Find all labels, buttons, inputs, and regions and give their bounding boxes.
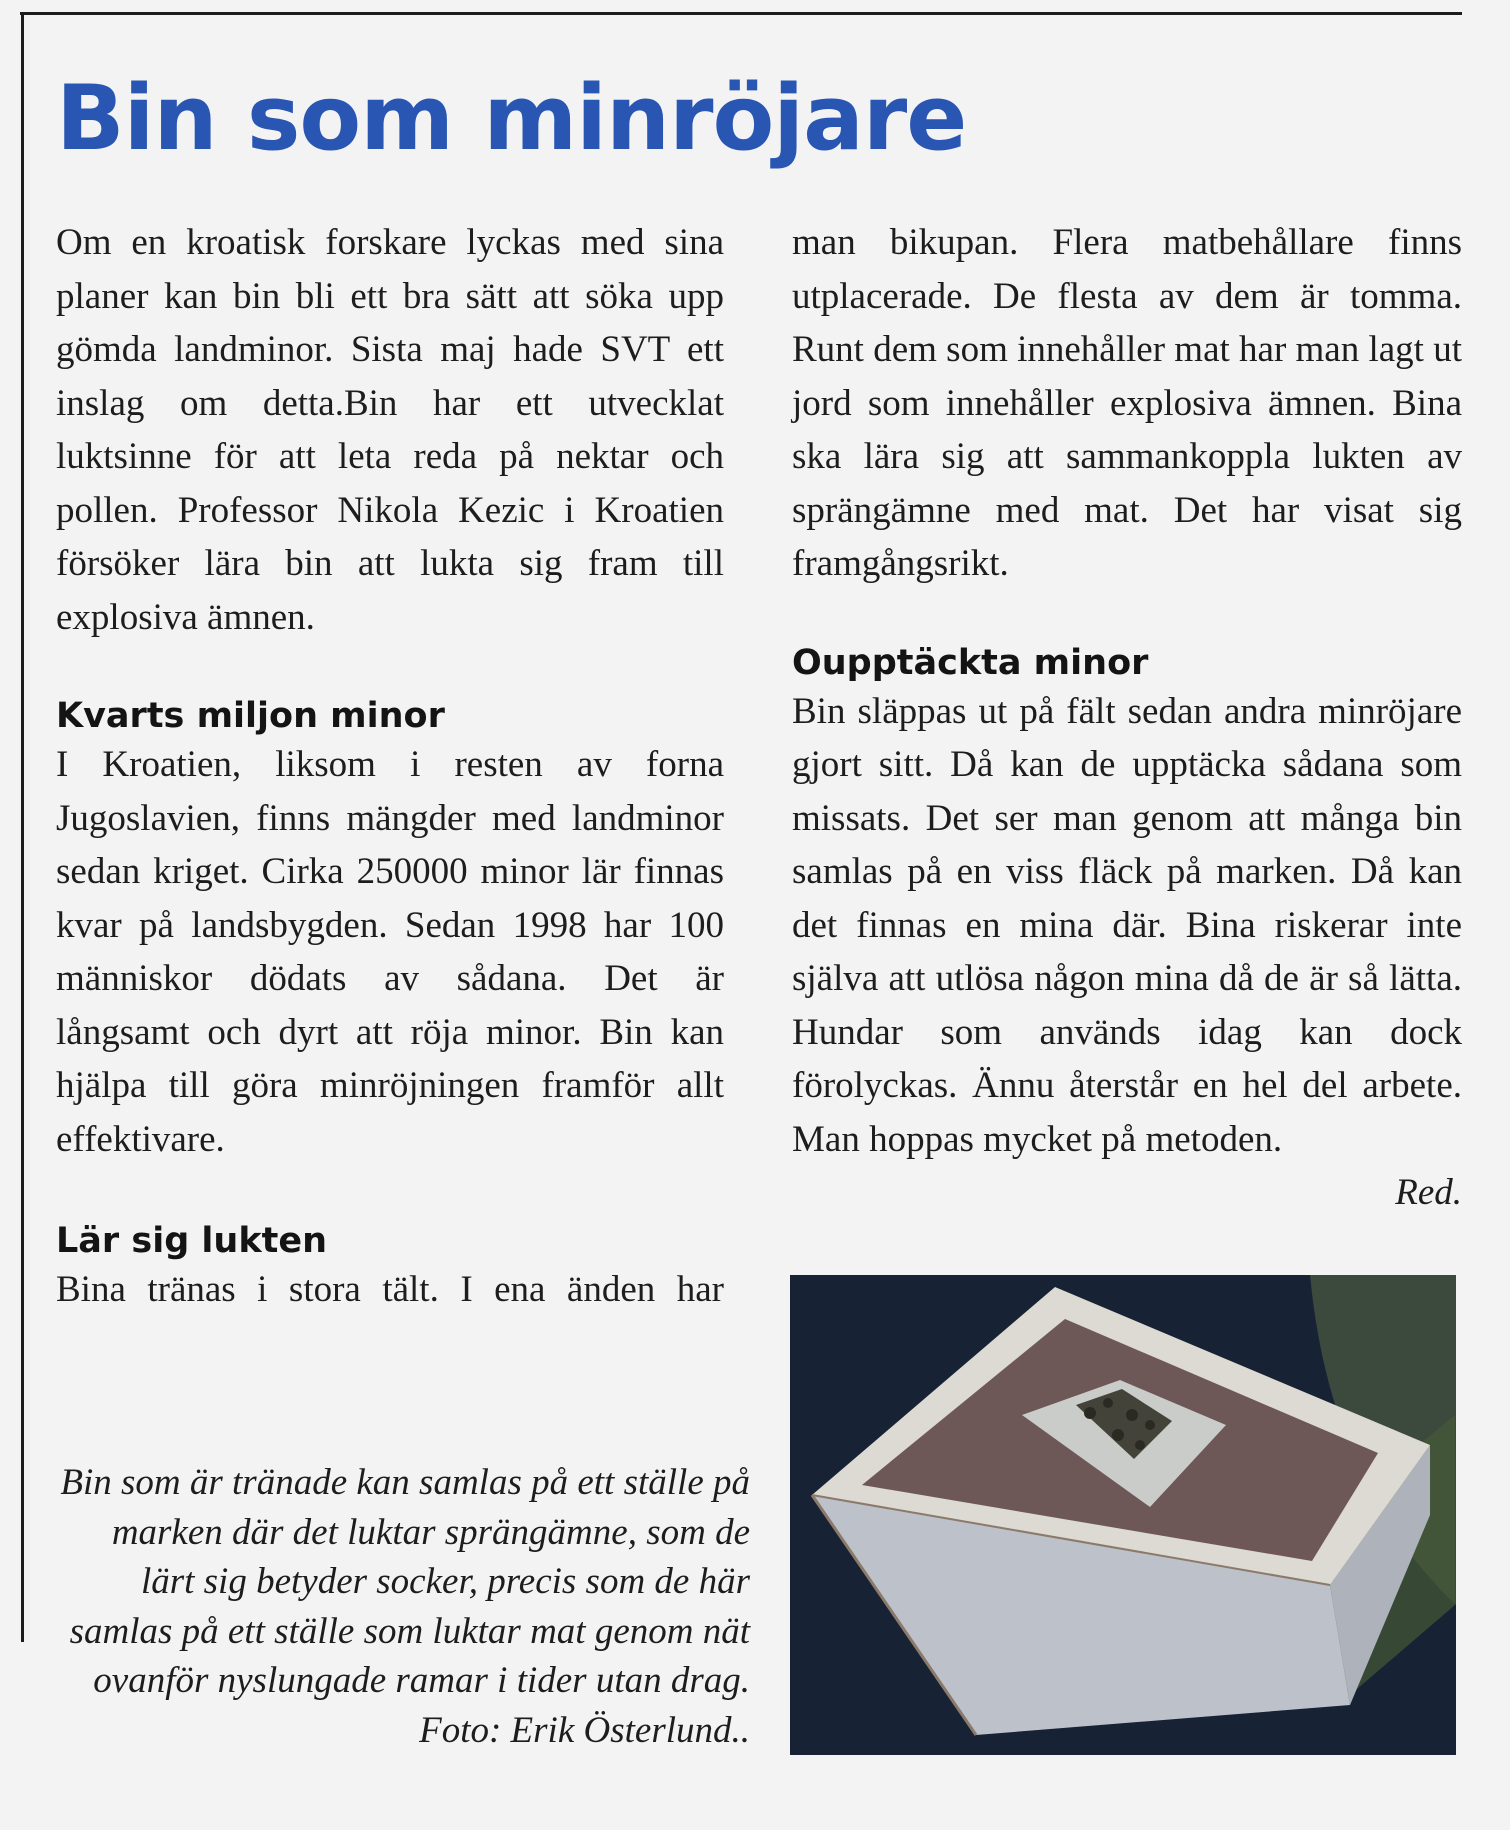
left-border-rule — [21, 12, 24, 1642]
beehive-photo — [790, 1275, 1456, 1755]
right-column — [792, 216, 1462, 1219]
photo-caption: Bin som är tränade kan samlas på ett ställe på marken där det luktar sprängämne, som de lärt sig betyder socker, precis som de här samlas på ett ställe som luktar mat genom nät ovanför nyslungade ramar i tider utan drag. Foto: Erik Österlund.. — [60, 1462, 750, 1751]
left-column — [56, 216, 724, 1317]
section-heading-kvarts: Kvarts miljon minor — [56, 696, 445, 736]
beehive-illustration — [790, 1275, 1456, 1755]
section-body-lukten-continued: man bikupan. Flera matbehållare finns utplacerade. De flesta av dem är tomma. Runt dem som innehåller mat har man lagt ut jord som innehåller explosiva ämnen. Bina ska lära sig att sammankoppla lukten av sprängämne med mat. Det har visat sig framgångsrikt. — [792, 222, 1462, 584]
top-border-rule — [20, 12, 1462, 15]
section-heading-oupptackta: Oupptäckta minor — [792, 642, 1149, 683]
signature: Red. — [1395, 1172, 1462, 1213]
intro-paragraph: Om en kroatisk forskare lyckas med sina planer kan bin bli ett bra sätt att söka upp gömda landminor. Sista maj hade SVT ett inslag om detta.Bin har ett utvecklat luktsinne för att leta reda på nektar och pollen. Professor Nikola Kezic i Kroatien försöker lära bin att lukta sig fram till explosiva ämnen. — [56, 222, 724, 638]
section-body-kvarts: I Kroatien, liksom i resten av forna Jugoslavien, finns mängder med landminor sedan kriget. Cirka 250000 minor lär finnas kvar på landsbygden. Sedan 1998 har 100 människor dödats av sådana. Det är långsamt och dyrt att röja minor. Bin kan hjälpa till göra minröjningen framför allt effektivare. — [56, 744, 724, 1160]
section-body-oupptackta: Bin släppas ut på fält sedan andra minröjare gjort sitt. Då kan de upptäcka sådana som missats. Det ser man genom att många bin samlas på en viss fläck på marken. Då kan det finnas en mina där. Bina riskerar inte själva att utlösa någon mina då de är så lätta. Hundar som används idag kan dock förolyckas. Ännu återstår en hel del arbete. Man hoppas mycket på metoden. — [792, 690, 1462, 1160]
section-body-lukten-start: Bina tränas i stora tält. I ena änden har — [56, 1269, 724, 1310]
section-heading-lukten: Lär sig lukten — [56, 1221, 328, 1261]
article-title: Bin som minröjare — [56, 66, 967, 171]
